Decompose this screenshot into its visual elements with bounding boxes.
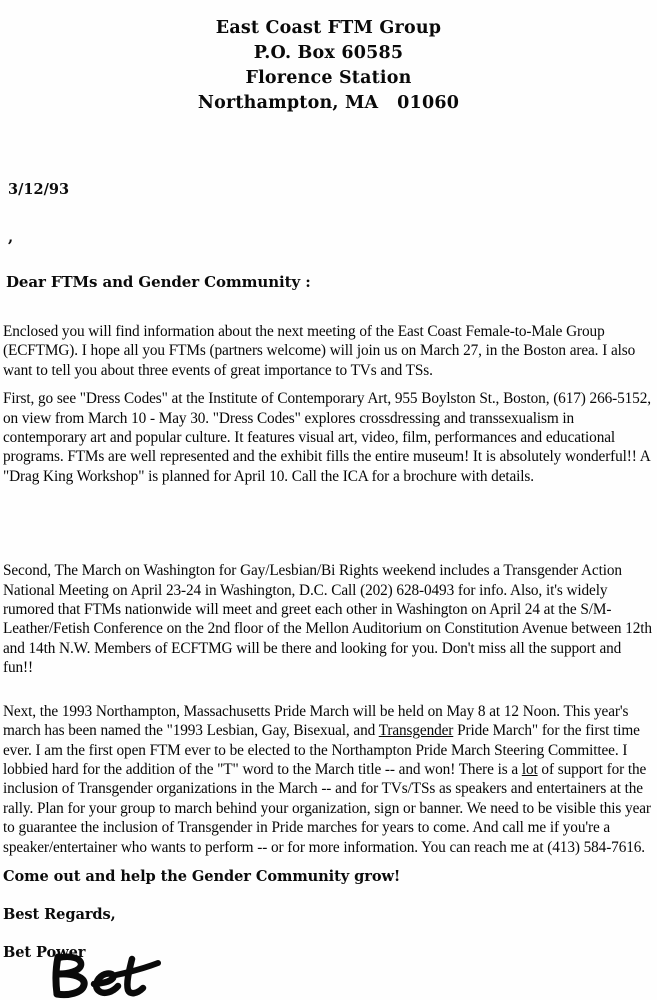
letterhead (0, 16, 657, 116)
closing-spacer-bottom (3, 924, 654, 944)
letter-body (3, 322, 654, 866)
closing-spacer-top (3, 886, 654, 906)
closing-sender-name: Bet Power (3, 944, 86, 961)
letter-closing (3, 868, 654, 962)
paragraph-pride-march: Next, the 1993 Northampton, Massachusetts Pride March will be held on May 8 at 12 Noon. This year's march has been named the "1993 Lesbian, Gay, Bisexual, and Transgender Pride March" for the first time ever. I am the first open FTM ever to be elected to the Northampton Pride March Steering Committee. I lobbied hard for the addition of the "T" word to the March title -- and won! There is a lot of support for the inclusion of Transgender organizations in the March -- and for TVs/TSs as speakers and entertainers at the rally. Plan for your group to march behind your organization, sign or banner. We need to be visible this year to guarantee the inclusion of Transgender in Pride marches for years to come. And call me if you're a speaker/entertainer who wants to perform -- or for more information. You can reach me at (413) 584-7616. (3, 702, 651, 856)
underlined-term: lot (521, 760, 538, 778)
signature-bet-icon (46, 953, 206, 999)
letterhead-station: Florence Station (245, 68, 412, 88)
paragraph-intro: Enclosed you will find information about the next meeting of the East Coast Female-to-Male Group (ECFTMG). I hope all you FTMs (partners welcome) will join us on March 27, in the Boston area. I also want to tell you about three events of great importance to TVs and TSs. (3, 323, 636, 379)
salutation: Dear FTMs and Gender Community : (6, 273, 311, 291)
paragraph-dress-codes: First, go see "Dress Codes" at the Institute of Contemporary Art, 955 Boylston St., Boston, (617) 266-5152, on view from March 10 - May 30. "Dress Codes" explores crossdressing and transsexualism in contemporary art and popular culture. It features visual art, video, film, performances and educational programs. FTMs are well represented and the exhibit fills the entire museum! It is absolutely wonderful!! A "Drag King Workshop" is planned for April 10. Call the ICA for a brochure with details. (3, 390, 651, 485)
stray-comma-mark: , (8, 228, 14, 246)
closing-call-to-action: Come out and help the Gender Community grow! (3, 868, 401, 885)
underlined-term: Transgender (378, 722, 454, 740)
letterhead-org-name: East Coast FTM Group (215, 18, 442, 38)
letterhead-city-state: Northampton, MA 01060 (197, 93, 460, 113)
paragraph-march-on-washington: Second, The March on Washington for Gay/Lesbian/Bi Rights weekend includes a Transgender Action National Meeting on April 23-24 in Washington, D.C. Call (202) 628-0493 for info. Also, it's widely rumored that FTMs nationwide will meet and greet each other in Washington on April 24 at the S/M-Leather/Fetish Conference on the 2nd floor of the Mellon Auditorium on Constitution Avenue between 12th and 14th N.W. Members of ECFTMG will be there and looking for you. Don't miss all the support and fun!! (3, 562, 652, 677)
letter-date: 3/12/93 (8, 181, 70, 198)
closing-sign-off: Best Regards, (3, 906, 116, 923)
letterhead-po-box: P.O. Box 60585 (253, 43, 404, 63)
handwritten-signature (46, 953, 206, 999)
